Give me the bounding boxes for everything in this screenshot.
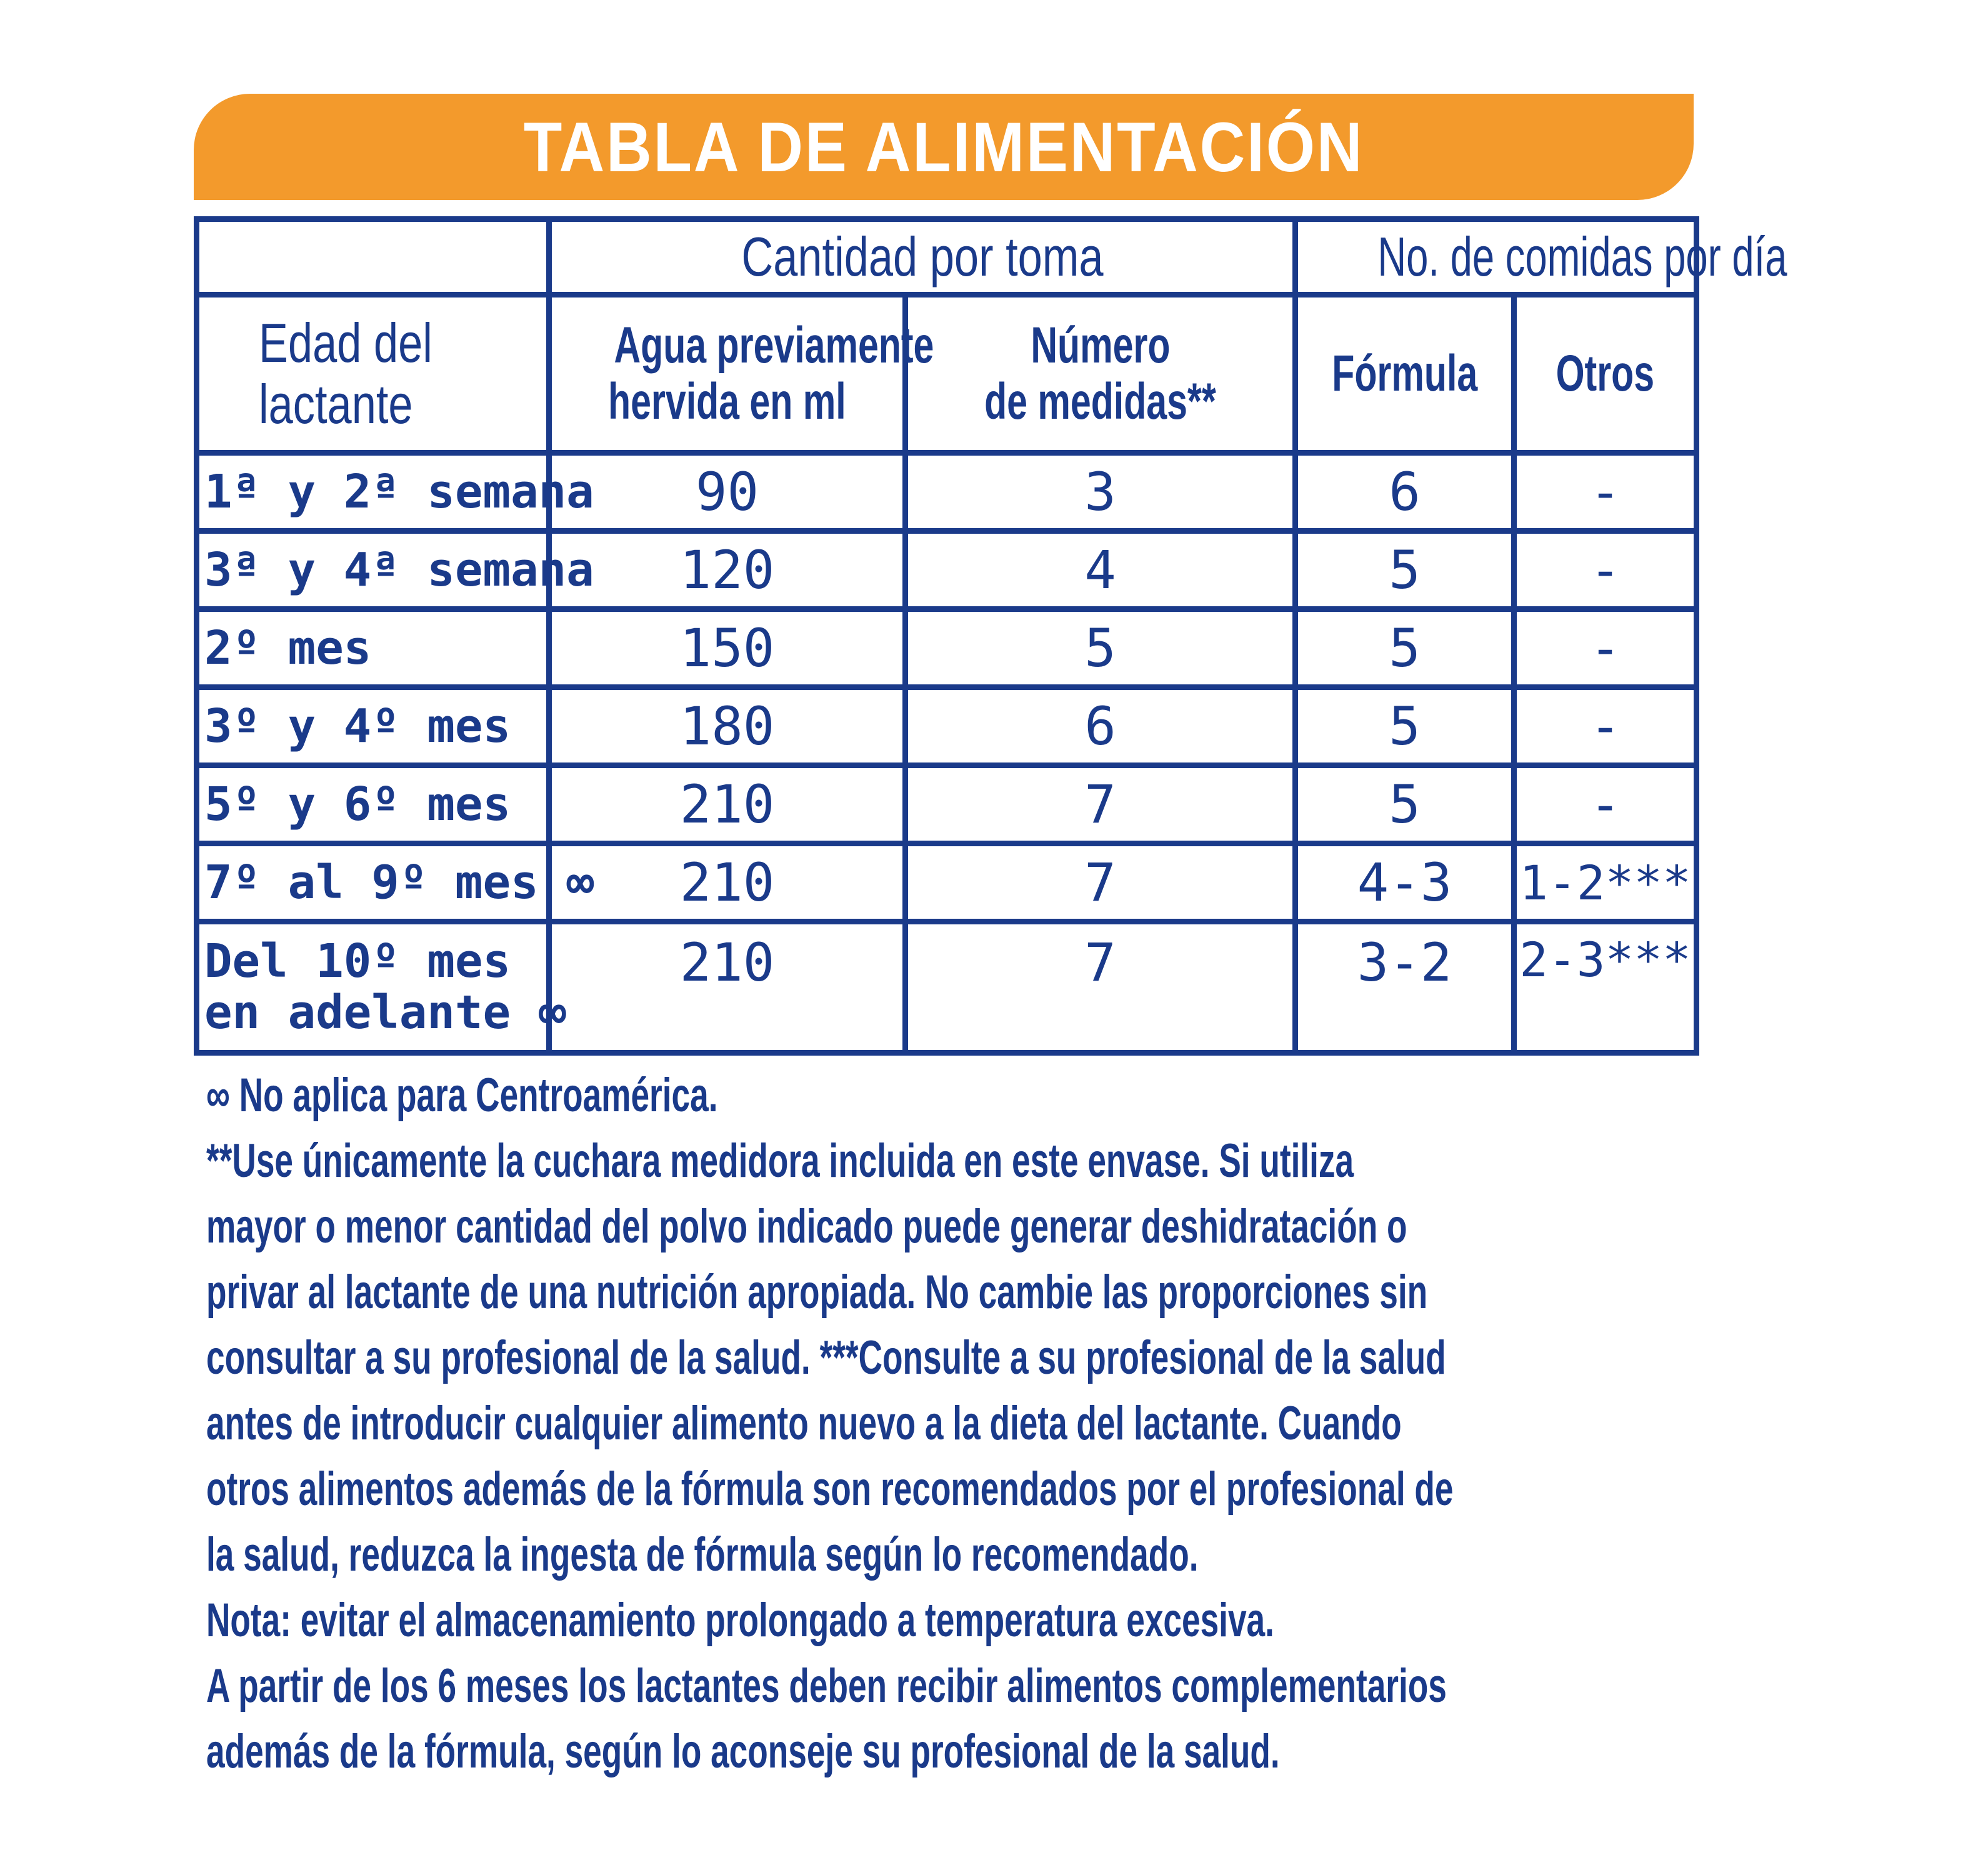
- title-banner: [194, 94, 1694, 200]
- footnotes: [206, 1062, 1700, 1784]
- table-row: [197, 609, 1697, 688]
- note-line: la salud, reduzca la ingesta de fórmula según lo recomendado.: [206, 1528, 1199, 1581]
- cell-formula: 5: [1296, 766, 1514, 844]
- cell-agua: 210: [549, 766, 906, 844]
- cell-formula: 4-3: [1296, 844, 1514, 922]
- cell-formula: 5: [1296, 531, 1514, 609]
- note-line: A partir de los 6 meses los lactantes deben recibir alimentos complementarios: [206, 1659, 1447, 1712]
- cell-medidas: 5: [906, 609, 1296, 688]
- note-line: consultar a su profesional de la salud. ***Consulte a su profesional de la salud: [206, 1331, 1446, 1384]
- cell-edad: 3ª y 4ª semana: [197, 531, 549, 609]
- table-row: [197, 688, 1697, 766]
- note-line: Nota: evitar el almacenamiento prolongado a temperatura excesiva.: [206, 1594, 1274, 1647]
- feeding-table: [194, 216, 1787, 1056]
- column-header-row: [197, 295, 1697, 453]
- note-line: privar al lactante de una nutrición apropiada. No cambie las proporciones sin: [206, 1266, 1428, 1319]
- cell-formula: 5: [1296, 688, 1514, 766]
- cell-agua: 90: [549, 453, 906, 531]
- cell-edad: [197, 922, 567, 1053]
- group-header-comidas: No. de comidas por día: [1296, 219, 1697, 295]
- table-row: [197, 922, 1697, 1053]
- header-edad: Edad del lactante: [197, 295, 549, 453]
- cell-agua: 180: [549, 688, 906, 766]
- page-title: TABLA DE ALIMENTACIÓN: [523, 108, 1364, 186]
- header-agua: Agua previamente hervida en ml: [549, 295, 906, 453]
- cell-medidas: 3: [906, 453, 1296, 531]
- note-line: ∞ No aplica para Centroamérica.: [206, 1069, 718, 1122]
- cell-formula: 3-2: [1296, 922, 1514, 1053]
- cell-otros: 2-3***: [1514, 922, 1697, 1053]
- cell-medidas: 6: [906, 688, 1296, 766]
- cell-agua: 210: [549, 922, 906, 1053]
- cell-otros: -: [1514, 453, 1697, 531]
- cell-formula: 6: [1296, 453, 1514, 531]
- cell-otros: -: [1514, 766, 1697, 844]
- table-row: [197, 453, 1697, 531]
- cell-medidas: 7: [906, 922, 1296, 1053]
- table-row: [197, 531, 1697, 609]
- group-header-cantidad: Cantidad por toma: [549, 219, 1296, 295]
- header-otros: Otros: [1514, 295, 1697, 453]
- cell-medidas: 4: [906, 531, 1296, 609]
- cell-agua: 120: [549, 531, 906, 609]
- cell-otros: -: [1514, 688, 1697, 766]
- cell-edad: 2º mes: [197, 609, 549, 688]
- cell-agua: 150: [549, 609, 906, 688]
- cell-otros: 1-2***: [1514, 844, 1697, 922]
- group-header-row: [197, 219, 1697, 295]
- cell-edad-line: Del 10º mes: [204, 934, 511, 988]
- note-line: mayor o menor cantidad del polvo indicado puede generar deshidratación o: [206, 1200, 1407, 1253]
- table-row: [197, 844, 1697, 922]
- note-line: otros alimentos además de la fórmula son recomendados por el profesional de: [206, 1462, 1454, 1516]
- cell-otros: -: [1514, 531, 1697, 609]
- cell-medidas: 7: [906, 766, 1296, 844]
- empty-header-cell: [197, 219, 549, 295]
- cell-otros: -: [1514, 609, 1697, 688]
- cell-edad: 5º y 6º mes: [197, 766, 549, 844]
- header-medidas: Número de medidas**: [906, 295, 1296, 453]
- cell-edad: 1ª y 2ª semana: [197, 453, 549, 531]
- cell-edad: 7º al 9º mes ∞: [197, 844, 549, 922]
- cell-formula: 5: [1296, 609, 1514, 688]
- table-row: [197, 766, 1697, 844]
- note-line: antes de introducir cualquier alimento nuevo a la dieta del lactante. Cuando: [206, 1397, 1402, 1450]
- cell-medidas: 7: [906, 844, 1296, 922]
- cell-edad: 3º y 4º mes: [197, 688, 549, 766]
- header-formula: Fórmula: [1296, 295, 1514, 453]
- note-line: **Use únicamente la cuchara medidora incluida en este envase. Si utiliza: [206, 1134, 1354, 1188]
- note-line: además de la fórmula, según lo aconseje su profesional de la salud.: [206, 1725, 1280, 1778]
- cell-agua: 210: [549, 844, 906, 922]
- cell-edad-line: en adelante ∞: [204, 986, 567, 1039]
